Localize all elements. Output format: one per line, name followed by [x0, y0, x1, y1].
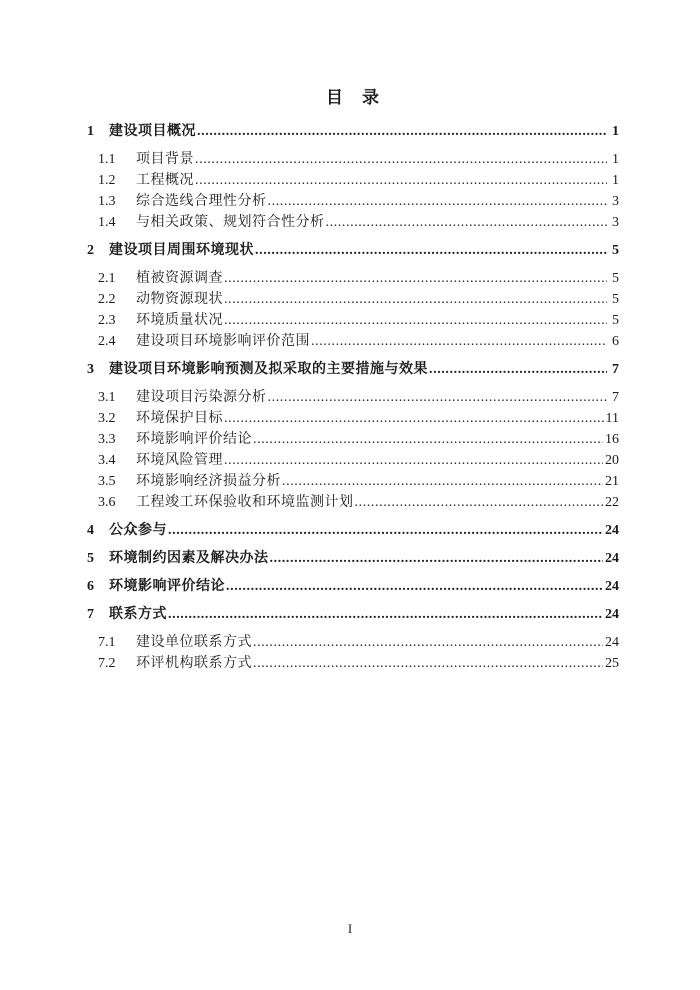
toc-entry-page: 6: [612, 334, 619, 349]
toc-entry-page: 24: [605, 551, 619, 566]
toc-leader-dots: [429, 359, 607, 380]
toc-entry[interactable]: [87, 408, 619, 429]
toc-entry-number: 2: [87, 243, 94, 258]
toc-entry-title: 项目背景: [136, 152, 194, 167]
toc-entry-number: 3.5: [98, 474, 116, 489]
toc-entry-number: 5: [87, 551, 94, 566]
toc-entry-page: 7: [612, 362, 619, 377]
toc-entry[interactable]: [87, 310, 619, 331]
toc-entry-title: 环境质量状况: [136, 313, 223, 328]
toc-entry-page: 5: [612, 313, 619, 328]
toc-entry-title: 建设单位联系方式: [136, 635, 252, 650]
toc-entry-number: 3.6: [98, 495, 116, 510]
toc-entry-number: 3.2: [98, 411, 116, 426]
toc-entry-number: 1: [87, 124, 94, 139]
toc-entry-number: 2.4: [98, 334, 116, 349]
toc-entry[interactable]: [87, 450, 619, 471]
toc-leader-dots: [255, 240, 607, 261]
toc-entry[interactable]: [87, 289, 619, 310]
toc-entry-page: 7: [612, 390, 619, 405]
toc-leader-dots: [168, 520, 603, 541]
toc-leader-dots: [282, 471, 603, 492]
toc-leader-dots: [224, 310, 607, 331]
toc-entry-number: 4: [87, 523, 94, 538]
toc-entry-title: 环境影响经济损益分析: [136, 474, 281, 489]
toc-entry-page: 24: [605, 579, 619, 594]
toc-entry-number: 3.1: [98, 390, 116, 405]
toc-entry[interactable]: [87, 191, 619, 212]
toc-entry[interactable]: [87, 604, 619, 625]
toc-entry-title: 动物资源现状: [136, 292, 223, 307]
toc-entry[interactable]: [87, 149, 619, 170]
toc-leader-dots: [253, 653, 603, 674]
toc-entry-page: 1: [612, 152, 619, 167]
toc-leader-dots: [311, 331, 607, 352]
toc-leader-dots: [197, 121, 607, 142]
toc-leader-dots: [226, 576, 603, 597]
toc-entry-number: 7.2: [98, 656, 116, 671]
toc-entry-number: 1.3: [98, 194, 116, 209]
toc-entry-title: 环境影响评价结论: [136, 432, 252, 447]
toc-entry-title: 综合选线合理性分析: [136, 194, 267, 209]
toc-entry-title: 建设项目污染源分析: [136, 390, 267, 405]
toc-entry-page: 5: [612, 271, 619, 286]
toc-entry[interactable]: [87, 492, 619, 513]
toc-entry-page: 3: [612, 215, 619, 230]
toc-entry-title: 环境风险管理: [136, 453, 223, 468]
toc-entry-page: 24: [605, 523, 619, 538]
toc-entry-number: 2.2: [98, 292, 116, 307]
toc-entry-title: 与相关政策、规划符合性分析: [136, 215, 325, 230]
toc-leader-dots: [224, 289, 607, 310]
toc-entry-title: 建设项目环境影响评价范围: [136, 334, 310, 349]
toc-entry[interactable]: [87, 268, 619, 289]
toc-entry-number: 1.4: [98, 215, 116, 230]
toc-entry-page: 24: [605, 635, 619, 650]
footer-page-number: I: [347, 921, 353, 936]
toc-leader-dots: [253, 429, 603, 450]
toc-leader-dots: [253, 632, 603, 653]
toc-entry-title: 环境影响评价结论: [109, 579, 225, 594]
toc-entry-title: 建设项目周围环境现状: [109, 243, 254, 258]
toc-entry-page: 3: [612, 194, 619, 209]
toc-entry-number: 3.3: [98, 432, 116, 447]
toc-entry[interactable]: [87, 240, 619, 261]
toc-entry[interactable]: [87, 170, 619, 191]
toc-leader-dots: [224, 408, 604, 429]
toc-entry[interactable]: [87, 520, 619, 541]
toc-entry[interactable]: [87, 653, 619, 674]
toc-entry-title: 环评机构联系方式: [136, 656, 252, 671]
toc-entry[interactable]: [87, 548, 619, 569]
toc-entry-page: 22: [605, 495, 619, 510]
toc-entry[interactable]: [87, 387, 619, 408]
toc-entry-page: 1: [612, 173, 619, 188]
toc-entry-title: 建设项目概况: [109, 124, 196, 139]
toc-entry[interactable]: [87, 121, 619, 142]
toc-leader-dots: [195, 170, 607, 191]
toc-entry[interactable]: [87, 429, 619, 450]
toc-entry-number: 3.4: [98, 453, 116, 468]
toc-leader-dots: [268, 191, 608, 212]
toc-entry-title: 工程竣工环保验收和环境监测计划: [136, 495, 354, 510]
toc-list: [87, 121, 619, 674]
toc-entry-page: 5: [612, 292, 619, 307]
toc-entry-page: 11: [605, 411, 619, 426]
toc-entry-number: 6: [87, 579, 94, 594]
toc-leader-dots: [268, 387, 608, 408]
toc-entry-title: 公众参与: [109, 523, 167, 538]
toc-entry-number: 7: [87, 607, 94, 622]
page-footer: [0, 921, 700, 937]
toc-entry[interactable]: [87, 632, 619, 653]
toc-entry[interactable]: [87, 331, 619, 352]
toc-entry[interactable]: [87, 576, 619, 597]
toc-entry-page: 21: [605, 474, 619, 489]
toc-entry-title: 联系方式: [109, 607, 167, 622]
toc-entry-page: 24: [605, 607, 619, 622]
toc-entry-number: 1.2: [98, 173, 116, 188]
toc-entry[interactable]: [87, 359, 619, 380]
toc-leader-dots: [195, 149, 607, 170]
toc-leader-dots: [355, 492, 604, 513]
toc-page-title: 目 录: [326, 88, 380, 107]
toc-entry-title: 环境保护目标: [136, 411, 223, 426]
toc-leader-dots: [270, 548, 604, 569]
toc-entry-page: 20: [605, 453, 619, 468]
toc-entry-page: 5: [612, 243, 619, 258]
toc-entry-number: 1.1: [98, 152, 116, 167]
toc-entry-title: 植被资源调查: [136, 271, 223, 286]
toc-entry-page: 25: [605, 656, 619, 671]
toc-entry-number: 3: [87, 362, 94, 377]
toc-entry-title: 环境制约因素及解决办法: [109, 551, 269, 566]
toc-entry-title: 建设项目环境影响预测及拟采取的主要措施与效果: [109, 362, 428, 377]
toc-leader-dots: [168, 604, 603, 625]
toc-entry[interactable]: [87, 212, 619, 233]
toc-entry-number: 2.1: [98, 271, 116, 286]
toc-entry[interactable]: [87, 471, 619, 492]
toc-entry-page: 1: [612, 124, 619, 139]
toc-entry-number: 7.1: [98, 635, 116, 650]
toc-leader-dots: [224, 268, 607, 289]
toc-entry-title: 工程概况: [136, 173, 194, 188]
toc-entry-number: 2.3: [98, 313, 116, 328]
toc-leader-dots: [224, 450, 603, 471]
toc-leader-dots: [326, 212, 608, 233]
toc-entry-page: 16: [605, 432, 619, 447]
